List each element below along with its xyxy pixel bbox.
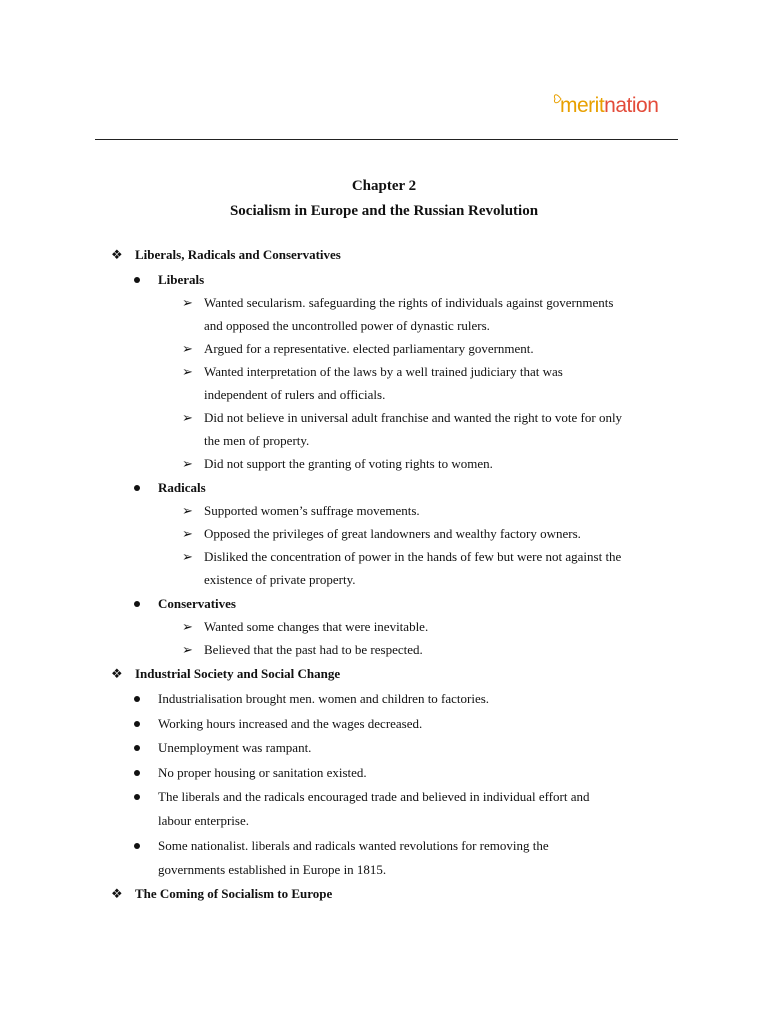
list-item [204, 318, 490, 334]
bullet-icon [134, 601, 140, 607]
list-item-text: Argued for a representative. elected parliamentary government. [204, 340, 534, 356]
arrow-bullet-icon: ➢ [182, 455, 193, 471]
bullet-icon [134, 745, 140, 751]
list-item [182, 502, 420, 519]
arrow-bullet-icon: ➢ [182, 502, 193, 518]
section-heading [111, 665, 341, 682]
bullet-icon [134, 794, 140, 800]
list-item-text: Unemployment was rampant. [158, 740, 312, 755]
list-item-text: Wanted some changes that were inevitable. [204, 618, 429, 634]
arrow-bullet-icon: ➢ [182, 294, 193, 310]
arrow-bullet-icon: ➢ [182, 340, 193, 356]
list-item-text: the men of property. [204, 432, 310, 448]
diamond-bullet-icon: ❖ [111, 665, 123, 681]
subheading-liberals-text: Liberals [158, 271, 205, 287]
list-item [158, 813, 249, 829]
list-item-text: and opposed the uncontrolled power of dynastic rulers. [204, 317, 490, 333]
list-item-text: labour enterprise. [158, 813, 249, 828]
list-item-text: Did not believe in universal adult franchise and wanted the right to vote for only [204, 409, 623, 425]
list-item [182, 409, 623, 426]
subheading-liberals [158, 272, 204, 288]
list-item [158, 716, 422, 732]
list-item [182, 548, 622, 565]
arrow-bullet-icon: ➢ [182, 409, 193, 425]
list-item [158, 765, 367, 781]
list-item-text: Disliked the concentration of power in the hands of few but were not against the [204, 548, 622, 564]
list-item [158, 789, 589, 805]
logo-text-merit: merit [560, 94, 605, 117]
bullet-icon [134, 770, 140, 776]
list-item [158, 740, 311, 756]
list-item [204, 387, 385, 403]
chapter-title: Socialism in Europe and the Russian Revolution [229, 203, 539, 219]
diamond-bullet-icon: ❖ [111, 886, 123, 901]
list-item [158, 691, 489, 707]
arrow-bullet-icon: ➢ [182, 618, 193, 634]
butterfly-icon [552, 90, 570, 108]
list-item-text: Working hours increased and the wages decreased. [158, 715, 423, 731]
list-item [204, 433, 309, 449]
list-item-text: independent of rulers and officials. [204, 386, 386, 402]
bullet-icon [134, 696, 140, 702]
logo-text-nation: nation [604, 94, 659, 117]
arrow-bullet-icon: ➢ [182, 641, 193, 657]
list-item [182, 340, 534, 357]
list-item-text: No proper housing or sanitation existed. [158, 764, 367, 780]
bullet-icon [134, 843, 140, 849]
bullet-icon [134, 485, 140, 491]
arrow-bullet-icon: ➢ [182, 548, 193, 564]
merination-logo [560, 94, 658, 118]
list-item [204, 572, 355, 588]
section-heading-text: Liberals, Radicals and Conservatives [135, 247, 341, 262]
list-item [182, 294, 614, 311]
list-item [158, 862, 386, 878]
list-item-text: Wanted interpretation of the laws by a well trained judiciary that was [204, 363, 563, 379]
list-item-text: Did not support the granting of voting rights to women. [204, 455, 493, 471]
list-item-text: Supported women’s suffrage movements. [204, 502, 420, 518]
list-item [182, 455, 493, 472]
subheading-radicals-text: Radicals [158, 479, 206, 495]
subheading-radicals [158, 480, 206, 496]
list-item [182, 525, 581, 542]
list-item-text: Some nationalist. liberals and radicals wanted revolutions for removing the [158, 837, 549, 853]
bullet-icon [134, 277, 140, 283]
bullet-icon [134, 721, 140, 727]
list-item [158, 838, 549, 854]
list-item-text: existence of private property. [204, 571, 356, 587]
diamond-bullet-icon: ❖ [111, 247, 123, 262]
list-item-text: governments established in Europe in 1815. [158, 861, 387, 877]
list-item [182, 641, 423, 658]
list-item-text: Believed that the past had to be respected. [204, 641, 423, 657]
list-item [182, 618, 429, 635]
subheading-conservatives [158, 596, 236, 612]
list-item-text: Wanted secularism. safeguarding the rights of individuals against governments [204, 294, 614, 310]
list-item-text: Industrialisation brought men. women and children to factories. [158, 691, 490, 706]
header-rule [95, 139, 678, 140]
chapter-label: Chapter 2 [351, 178, 417, 194]
arrow-bullet-icon: ➢ [182, 363, 193, 379]
subheading-conservatives-text: Conservatives [158, 595, 236, 611]
list-item-text: Opposed the privileges of great landowners and wealthy factory owners. [204, 525, 581, 541]
section-heading-text: The Coming of Socialism to Europe [135, 886, 333, 901]
section-heading [111, 886, 333, 902]
section-heading-text: Industrial Society and Social Change [135, 665, 341, 681]
list-item [182, 363, 563, 380]
arrow-bullet-icon: ➢ [182, 525, 193, 541]
list-item-text: The liberals and the radicals encouraged trade and believed in individual effort and [158, 789, 590, 804]
section-heading [111, 247, 341, 263]
